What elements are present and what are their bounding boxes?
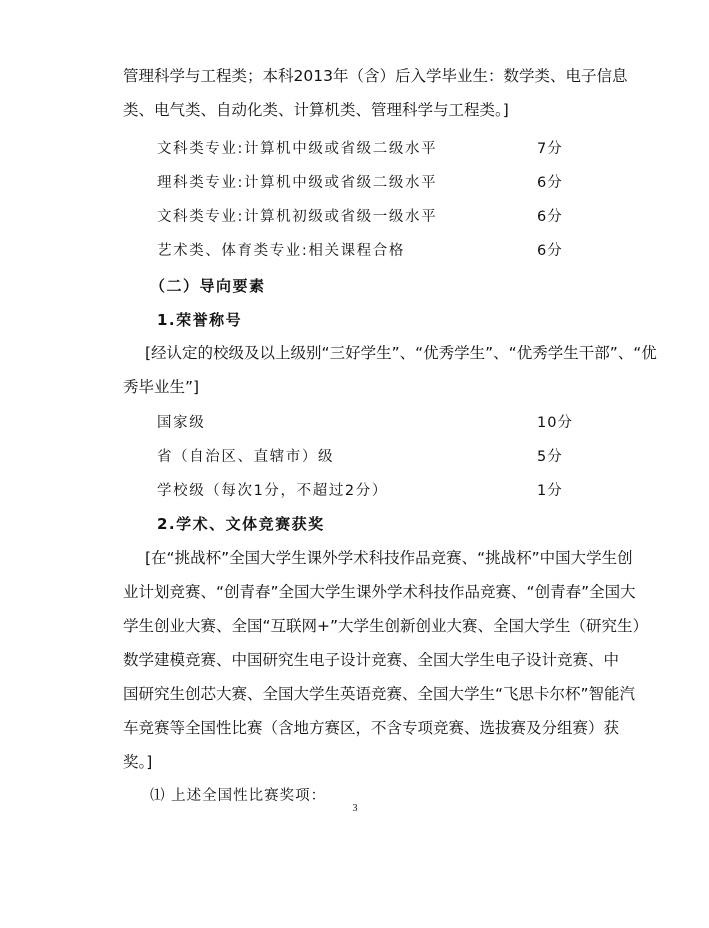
paragraph-line: 国研究生创芯大赛、全国大学生英语竞赛、全国大学生“飞思卡尔杯”智能汽 [123,685,636,703]
page-number: 3 [352,803,358,814]
paragraph-line: 车竞赛等全国性比赛（含地方赛区，不含专项竞赛、选拔赛及分组赛）获 [123,719,620,737]
subsection-heading: 2.学术、文体竞赛获奖 [157,515,325,533]
paragraph-line: 秀毕业生”] [123,378,200,396]
paragraph-line: 管理科学与工程类；本科2013年（含）后入学毕业生：数学类、电子信息 [123,67,628,85]
score-item-label: 国家级 [157,415,206,431]
score-value: 6分 [537,243,563,259]
paragraph-line: 学生创业大赛、全国“互联网+”大学生创新创业大赛、全国大学生（研究生） [123,617,649,635]
paragraph-line: 奖。] [123,753,153,771]
paragraph-line: 类、电气类、自动化类、计算机类、管理科学与工程类。] [123,101,509,119]
paragraph-line: 业计划竞赛、“创青春”全国大学生课外学术科技作品竞赛、“创青春”全国大 [123,583,636,601]
score-value: 7分 [537,141,563,157]
section-heading: （二）导向要素 [150,277,266,295]
list-item-label: ⑴ 上述全国性比赛奖项： [150,788,327,804]
score-item-label: 理科类专业:计算机中级或省级二级水平 [157,175,438,191]
score-value: 5分 [537,449,563,465]
subsection-heading: 1.荣誉称号 [157,311,243,329]
score-value: 10分 [537,415,573,431]
score-item-label: 省（自治区、直辖市）级 [157,449,335,465]
paragraph-line: [经认定的校级及以上级别“三好学生”、“优秀学生”、“优秀学生干部”、“优 [145,344,657,362]
score-value: 6分 [537,209,563,225]
score-value: 1分 [537,483,563,499]
score-item-label: 文科类专业:计算机中级或省级二级水平 [157,141,438,157]
paragraph-line: [在“挑战杯”全国大学生课外学术科技作品竞赛、“挑战杯”中国大学生创 [145,549,633,567]
score-item-label: 学校级（每次1分，不超过2分） [157,483,388,499]
score-item-label: 艺术类、体育类专业:相关课程合格 [157,243,405,259]
score-value: 6分 [537,175,563,191]
score-item-label: 文科类专业:计算机初级或省级一级水平 [157,209,438,225]
paragraph-line: 数学建模竞赛、中国研究生电子设计竞赛、全国大学生电子设计竞赛、中 [123,651,620,669]
